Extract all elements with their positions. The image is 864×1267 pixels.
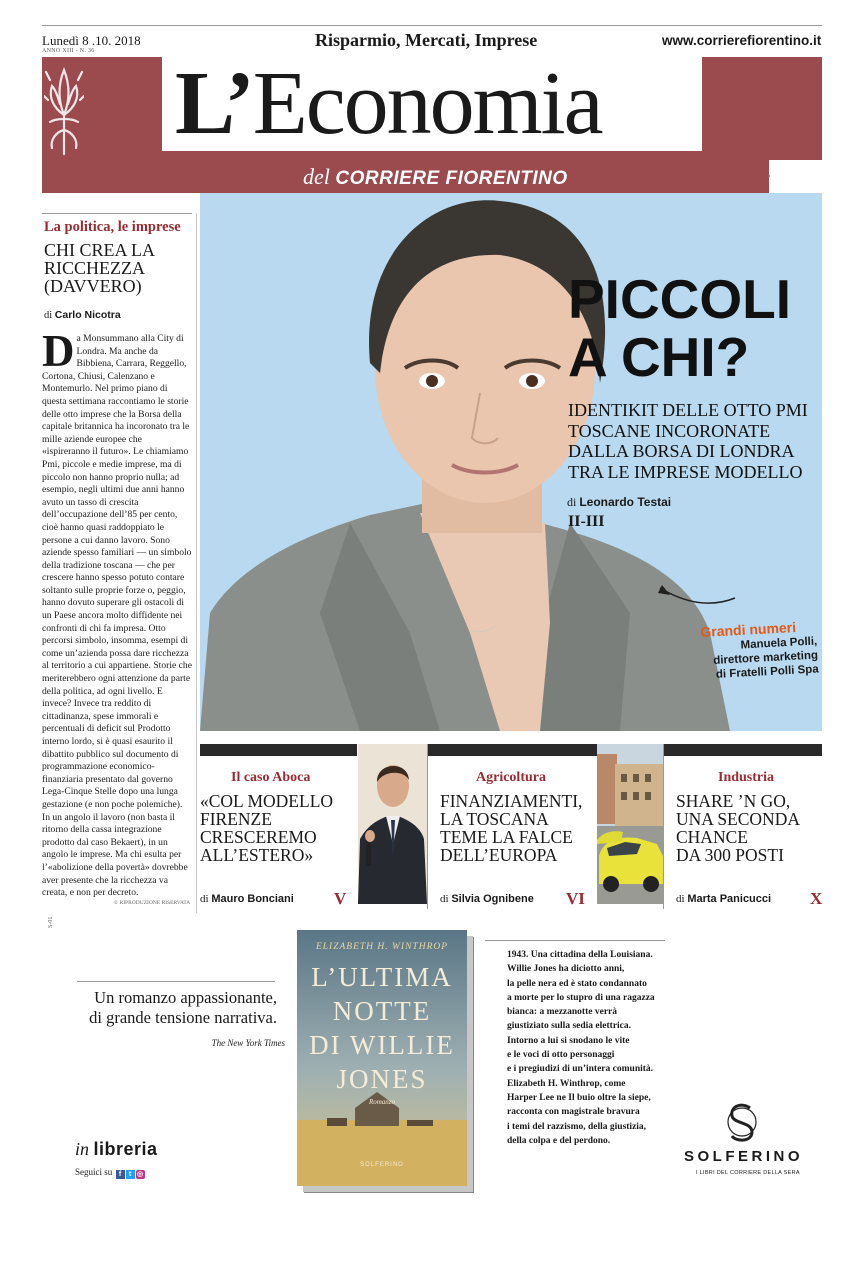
ad-blurb-line: e le voci di otto personaggi (507, 1050, 615, 1061)
photo-caption (712, 635, 819, 682)
masthead-subtitle-paper: CORRIERE FIORENTINO (335, 168, 568, 189)
teaser-kicker-agricoltura: Agricoltura (476, 770, 546, 785)
florence-lily-icon (44, 60, 84, 158)
teaser-byline-prefix: di (200, 893, 209, 905)
cover-byline (567, 495, 671, 510)
teaser-page-aboca[interactable]: V (334, 889, 347, 908)
teaser-page-industria[interactable]: X (810, 889, 823, 908)
ad-quote-source: The New York Times (211, 1038, 285, 1048)
photo-label: Grandi numeri (700, 618, 797, 640)
teaser-bar-3 (663, 744, 822, 756)
teaser-title-industria[interactable] (676, 792, 800, 864)
website-link[interactable]: www.corrierefiorentino.it (662, 33, 822, 48)
ad-quote (70, 988, 277, 1028)
ad-blurb-line: e i pregiudizi di un’intera comunità. (507, 1064, 654, 1075)
editorial-text: a Monsummano alla City di Londra. Ma anche da Bibbiena, Carrara, Reggello, Cortona, Chiusi, Calenzano e Montemurlo. Nel primo piano di questa settimana raccontiamo le storie delle otto imprese che la Borsa della capitale britannica ha incoronato tra le mille aziende europee che «ispireranno il futuro». Le chiamiamo Pmi, piccole e medie imprese, ma di piccolo non hanno proprio nulla; ad esempio, negli ultimi due anni hanno avuto un tasso di crescita dell’occupazione dell’85 per cento, cioè hanno quasi raddoppiato le persone a cui danno lavoro. Sono aziende spesso familiari — un simbolo della tradizione toscana — che per crescere hanno spesso potuto contare soltanto sulle proprie forze o, peggio, hanno dovuto superare gli ostacoli di un Paese ancora molto diffidente nei confronti di chi fa impresa. Otto percorsi simbolo, insomma, esempi di come un’azienda possa dare ricchezza al territorio a cui appartiene. Storie che meriterebbero ogni attenzione da parte della politica, ad ogni livello. E invece? Invece tra reddito di cittadinanza, spese immorali e percentuali di deficit sul Prodotto interno lordo, si è quasi esaurito il dibattito pubblico sul documento di programmazione economico-finanziaria presentato dal governo Lega-Cinque Stelle dopo una lunga gestazione (e non poche polemiche). In un angolo il lavoro (non basta il ritorno della cassa integrazione prodotto dal caso Bekaert), in un angolo le imprese. Ma chi esulta per l’«abolizione della povertà» dovrebbe aver presente che la ricchezza va creata, e non per decreto. (42, 333, 192, 899)
ad-in-libreria (75, 1139, 158, 1160)
masthead-subtitle-del: del (303, 164, 330, 189)
editorial-title[interactable]: CHI CREA LA RICCHEZZA (DAVVERO) (44, 240, 155, 296)
teaser-title-aboca[interactable] (200, 792, 333, 864)
teaser-author: Marta Panicucci (687, 893, 772, 905)
editorial-dropcap: D (42, 326, 75, 376)
teaser-title-line: DA 300 POSTI (676, 845, 784, 865)
ad-quote-line: Un romanzo appassionante, (94, 988, 277, 1007)
teaser-byline-aboca (200, 893, 294, 905)
top-rule (42, 25, 822, 26)
ad-blurb-line: a morte per lo stupro di una ragazza (507, 992, 655, 1003)
book-title-line: JONES (336, 1064, 428, 1094)
teaser-title-line: FIRENZE (200, 809, 272, 829)
book-publisher: SOLFERINO (360, 1162, 404, 1168)
book-genre: Romanzo (368, 1098, 396, 1106)
book-title (297, 960, 467, 1096)
teaser-kicker-industria: Industria (718, 770, 775, 785)
teaser-title-line: UNA SECONDA (676, 809, 800, 829)
teaser-title-line: ALL’ESTERO» (200, 845, 314, 865)
ad-follow-label: Seguici su (75, 1167, 113, 1177)
masthead-title (175, 54, 602, 153)
cover-deck: IDENTIKIT DELLE OTTO PMI TOSCANE INCORONATE DALLA BORSA DI LONDRA TRA LE IMPRESE MODELLO (568, 400, 808, 482)
ad-blurb-line: 1943. Una cittadina della Louisiana. (507, 950, 653, 960)
masthead-title-main: Economia (252, 54, 602, 153)
editorial-author: Carlo Nicotra (54, 309, 121, 321)
teaser-byline-industria (676, 893, 771, 905)
cover-byline-prefix: di (567, 495, 577, 509)
cover-author: Leonardo Testai (579, 495, 672, 509)
teaser-author: Silvia Ognibene (451, 893, 534, 905)
cover-headline-line1: PICCOLI (568, 268, 792, 330)
ad-code: S-01 (48, 916, 54, 928)
book-title-line: DI WILLIE (309, 1030, 455, 1060)
teaser-title-line: TEME LA FALCE (440, 827, 573, 847)
teaser-title-line: DELL’EUROPA (440, 845, 558, 865)
teaser-title-line: LA TOSCANA (440, 809, 549, 829)
section-title: Risparmio, Mercati, Imprese (315, 30, 538, 50)
teaser-title-agricoltura[interactable] (440, 792, 582, 864)
ad-blurb-line: bianca: a mezzanotte verrà (507, 1007, 618, 1018)
car-sharing-illustration (597, 744, 663, 904)
book-title-line: L’ULTIMA (311, 962, 453, 992)
teaser-byline-prefix: di (440, 893, 449, 905)
editorial-kicker: La politica, le imprese (44, 219, 181, 235)
teaser-kicker-aboca: Il caso Aboca (231, 770, 311, 785)
book-cover[interactable] (297, 930, 467, 1186)
ad-blurb-line: Intorno a lui si snodano le vite (507, 1035, 630, 1046)
teaser-title-line: SHARE ’N GO, (676, 791, 791, 811)
teaser-page-agricoltura[interactable]: VI (566, 889, 585, 908)
masthead-title-prefix: L’ (175, 54, 253, 153)
teaser-title-line: «COL MODELLO (200, 791, 334, 811)
ad-blurb-line: della colpa e del perdono. (507, 1135, 611, 1146)
ad-blurb-line: Harper Lee ne Il buio oltre la siepe, (507, 1092, 651, 1103)
issue-date: Lunedì 8 .10. 2018 (42, 33, 141, 48)
editorial-byline-prefix: di (44, 310, 53, 321)
teaser-divider (427, 744, 428, 909)
edition-number: ANNO XIII - N. 36 (42, 48, 95, 54)
ad-blurb-line: giustiziato sulla sedia elettrica. (507, 1021, 632, 1032)
photo-caption-name: Manuela Polli, (740, 635, 818, 652)
teaser-title-line: CRESCEREMO (200, 827, 317, 847)
teaser-title-line: FINANZIAMENTI, (440, 791, 583, 811)
teaser-divider (663, 744, 664, 909)
publisher-tagline: I LIBRI DEL CORRIERE DELLA SERA (696, 1170, 800, 1176)
teaser-title-line: CHANCE (676, 827, 748, 847)
book-author: ELIZABETH H. WINTHROP (315, 942, 449, 952)
column-divider (196, 213, 197, 913)
ad-in-label: in (75, 1139, 90, 1159)
teaser-byline-prefix: di (676, 893, 685, 905)
ad-blurb-line: i temi del razzismo, della giustizia, (507, 1121, 647, 1132)
facebook-icon[interactable]: f (116, 1170, 125, 1179)
ad-blurb-line: racconta con magistrale bravura (507, 1107, 640, 1118)
ad-rule (77, 981, 275, 982)
cover-headline-line2: A CHI? (568, 326, 750, 388)
photo-caption-role: direttore marketing (712, 649, 819, 667)
ad-blurb-line: Willie Jones ha diciotto anni, (507, 964, 625, 975)
ad-follow (75, 1167, 145, 1179)
cover-pages[interactable]: II-III (568, 513, 605, 530)
ad-rule (485, 940, 665, 941)
publisher-name: SOLFERINO (684, 1148, 804, 1165)
ad-blurb (507, 948, 697, 1148)
solferino-logo-icon (722, 1100, 762, 1144)
editorial-body (42, 326, 192, 900)
ad-libreria-label: libreria (93, 1139, 158, 1159)
left-column-rule (42, 213, 192, 214)
editorial-byline (44, 309, 121, 321)
copyright-note: © RIPRODUZIONE RISERVATA (114, 900, 191, 906)
teaser-photo-industria (597, 744, 663, 904)
ad-blurb-line: la pelle nera ed è stato condannato (507, 978, 647, 989)
photo-caption-company: di Fratelli Polli Spa (715, 663, 820, 681)
twitter-icon[interactable]: t (126, 1170, 135, 1179)
teaser-byline-agricoltura (440, 893, 534, 905)
teaser-photo-aboca (358, 744, 427, 904)
ad-quote-line: di grande tensione narrativa. (89, 1008, 277, 1027)
masthead-subtitle (303, 164, 568, 190)
book-title-line: NOTTE (332, 996, 432, 1026)
man-portrait-illustration (358, 744, 427, 904)
instagram-icon[interactable]: ◎ (136, 1171, 144, 1178)
ad-blurb-line: Elizabeth H. Winthrop, come (507, 1078, 626, 1089)
teaser-bar-1 (200, 744, 357, 756)
masthead-band-arrow (756, 160, 770, 192)
teaser-bar-2 (427, 744, 597, 756)
teaser-author: Mauro Bonciani (211, 893, 294, 905)
cover-headline[interactable] (568, 270, 791, 386)
